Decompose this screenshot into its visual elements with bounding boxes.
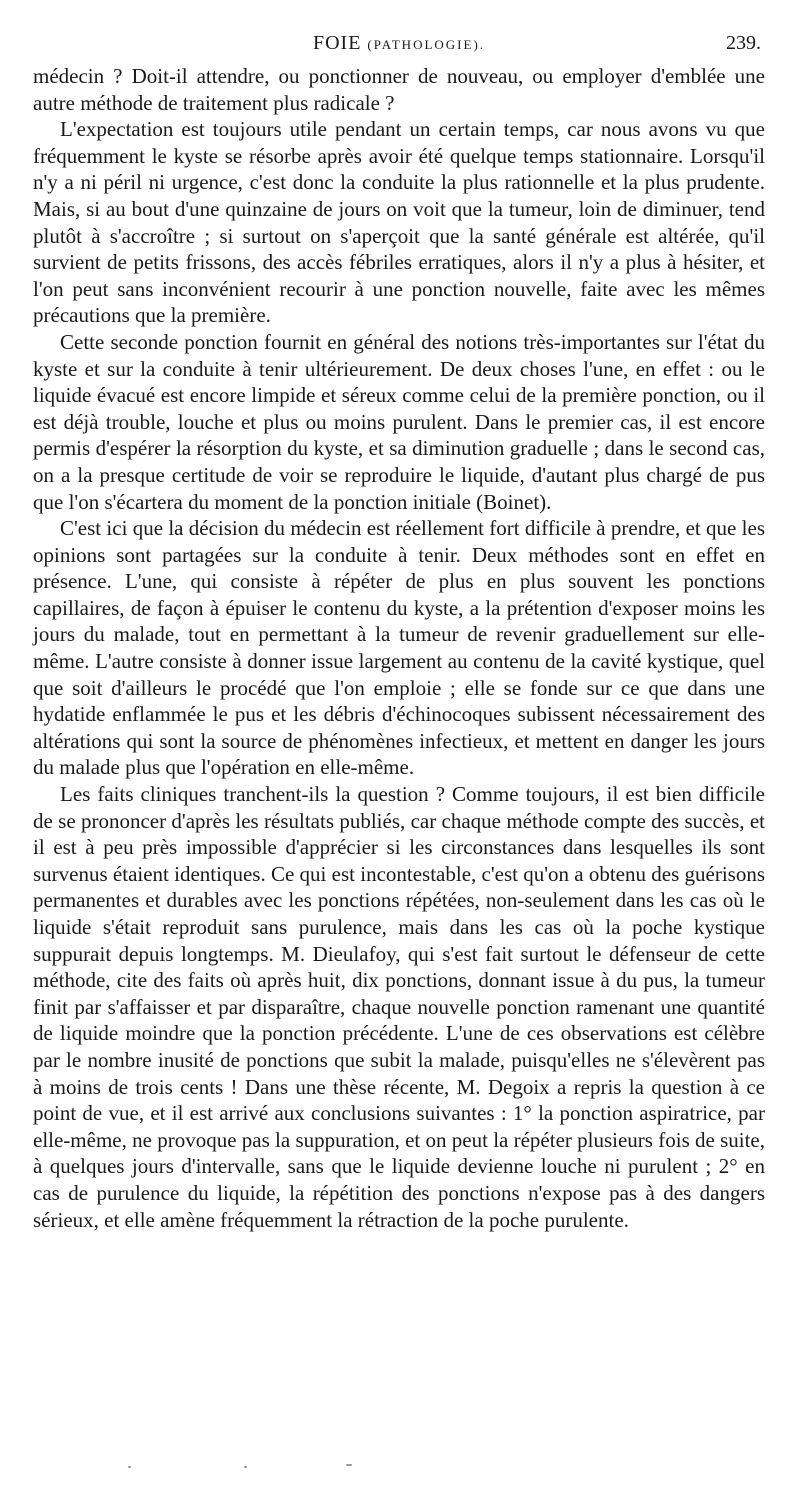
paragraph-expectation: L'expectation est toujours utile pendant un certain temps, car nous avons vu que fréquemment le kyste se résorbe après avoir été quelque temps stationnaire. Lorsqu'il n'y a ni péril ni urgence, c'est donc la conduite la plus rationnelle et la plus prudente. Mais, si au bout d'une quinzaine de jours on voit que la tumeur, loin de diminuer, tend plutôt à s'accroître ; si surtout on s'aperçoit que la santé générale est altérée, qu'il survient de petits frissons, des accès fébriles erratiques, alors il n'y a plus à hésiter, et l'on peut sans inconvénient recourir à une ponction nouvelle, faite avec les mêmes précautions que la première.	[33, 117, 765, 328]
paragraph-second-puncture: Cette seconde ponction fournit en général des notions très-importantes sur l'état du kyste et sur la conduite à tenir ultérieurement. De deux choses l'une, en effet : ou le liquide évacué est encore limpide et séreux comme celui de la première ponction, ou il est déjà trouble, louche et plus ou moins purulent. Dans le premier cas, il est encore permis d'espérer la résorption du kyste, et sa diminution graduelle ; dans le second cas, on a la presque certitude de voir se reproduire le liquide, d'autant plus chargé de pus que l'on s'écartera du moment de la ponction initiale (Boinet).	[33, 329, 765, 514]
scan-specks	[100, 1462, 400, 1472]
body-text	[33, 63, 765, 1233]
paragraph-continued: médecin ? Doit-il attendre, ou ponctionner de nouveau, ou employer d'emblée une autre méthode de traitement plus radicale ?	[33, 64, 765, 115]
scan-speck	[244, 1466, 247, 1468]
scan-speck	[128, 1466, 131, 1468]
scan-speck	[346, 1464, 352, 1466]
running-title-main: FOIE	[312, 32, 362, 54]
paragraph-clinical-facts: Les faits cliniques tranchent-ils la question ? Comme toujours, il est bien difficile de se prononcer d'après les résultats publiés, car chaque méthode compte des succès, et il est à peu près impossible d'apprécier si les circonstances dans lesquelles ils sont survenus étaient identiques. Ce qui est incontestable, c'est qu'on a obtenu des guérisons permanentes et durables avec les ponctions répétées, non-seulement dans les cas où le liquide s'était reproduit sans purulence, mais dans les cas où la poche kystique suppurait depuis longtemps. M. Dieulafoy, qui s'est fait surtout le défenseur de cette méthode, cite des faits où après huit, dix ponctions, donnant issue à du pus, la tumeur finit par s'affaisser et par disparaître, chaque nouvelle ponction ramenant une quantité de liquide moindre que la ponction précédente. L'une de ces observations est célèbre par le nombre inusité de ponctions que subit la malade, puisqu'elles ne s'élevèrent pas à moins de trois cents ! Dans une thèse récente, M. Degoix a repris la question à ce point de vue, et il est arrivé aux conclusions suivantes : 1° la ponction aspiratrice, par elle-même, ne provoque pas la suppuration, et on peut la répéter plusieurs fois de suite, à quelques jours d'intervalle, sans que le liquide devienne louche ni purulent ; 2° en cas de purulence du liquide, la répétition des ponctions n'expose pas à des dangers sérieux, et elle amène fréquemment la rétraction de la poche purulente.	[33, 782, 765, 1232]
running-title	[33, 32, 765, 55]
running-head	[33, 32, 765, 58]
page-number: 239.	[726, 32, 761, 54]
running-title-sub: (PATHOLOGIE).	[367, 37, 486, 52]
paragraph-two-methods: C'est ici que la décision du médecin est réellement fort difficile à prendre, et que les opinions sont partagées sur la conduite à tenir. Deux méthodes sont en effet en présence. L'une, qui consiste à répéter de plus en plus souvent les ponctions capillaires, de façon à épuiser le contenu du kyste, a la prétention d'exposer moins les jours du malade, tout en permettant à la tumeur de revenir graduellement sur elle-même. L'autre consiste à donner issue largement au contenu de la cavité kystique, quel que soit d'ailleurs le procédé que l'on emploie ; elle se fonde sur ce que dans une hydatide enflammée le pus et les débris d'échinocoques subissent nécessairement des altérations qui sont la source de phénomènes infectieux, et mettent en danger les jours du malade plus que l'opération en elle-même.	[33, 516, 765, 780]
